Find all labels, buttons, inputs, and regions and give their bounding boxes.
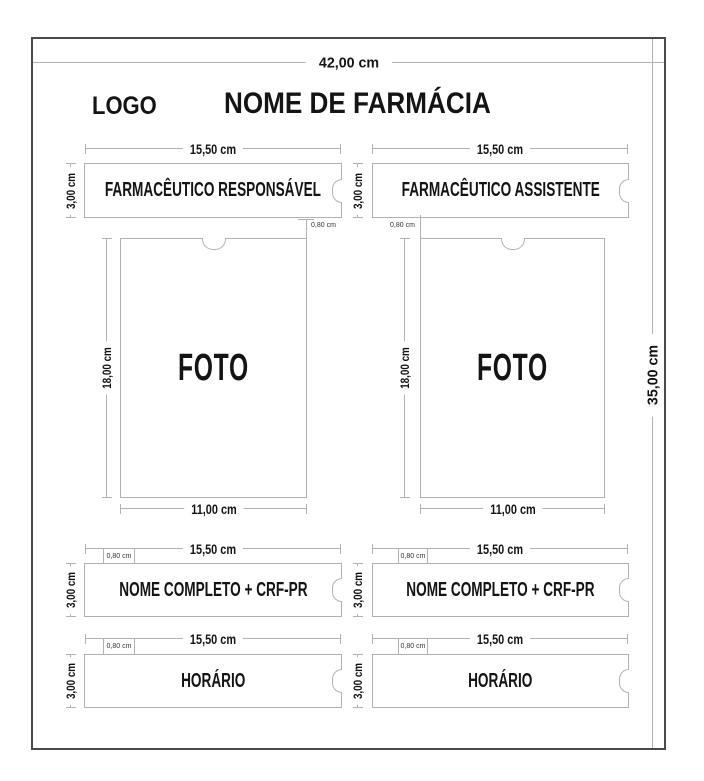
slot-width-label: 15,50 cm — [470, 631, 530, 647]
card-notch — [332, 578, 342, 602]
card-notch — [619, 578, 629, 602]
schedule-label: HORÁRIO — [468, 669, 533, 692]
photo-width-label: 11,00 cm — [483, 501, 543, 517]
name-slot-height-dimension-right — [351, 563, 365, 617]
thumb-notch — [501, 238, 525, 250]
schedule-slot-notch-depth-cell-right: 0,80 cm — [398, 639, 428, 654]
schedule-slot-right — [372, 654, 629, 708]
total-height-dimension — [644, 39, 662, 748]
card-notch — [619, 669, 629, 693]
total-width-dimension — [33, 54, 664, 72]
card-notch — [619, 179, 629, 203]
slot-width-label: 15,50 cm — [183, 541, 243, 557]
name-crf-slot-left — [84, 563, 342, 617]
photo-width-dimension-right — [420, 501, 605, 517]
slot-height-label: 3,00 cm — [64, 167, 78, 215]
schedule-slot-notch-depth-cell-left: 0,80 cm — [103, 639, 135, 654]
photo-width-label: 11,00 cm — [184, 501, 244, 517]
notch-extension-line — [306, 219, 307, 238]
notch-depth-label: 0,80 cm — [311, 222, 336, 229]
photo-height-label: 18,00 cm — [100, 341, 114, 394]
role-slot-height-dimension-left — [64, 163, 78, 218]
photo-width-dimension-left — [120, 501, 307, 517]
name-crf-slot-right — [372, 563, 629, 617]
assistant-pharmacist-slot — [372, 163, 629, 218]
slot-width-label: 15,50 cm — [183, 631, 243, 647]
card-notch — [332, 669, 342, 693]
photo-label: FOTO — [477, 346, 548, 389]
name-crf-label: NOME COMPLETO + CRF-PR — [406, 578, 595, 601]
photo-slot-right — [420, 238, 605, 498]
slot-height-label: 3,00 cm — [64, 657, 78, 705]
notch-depth-label: 0,80 cm — [390, 222, 415, 229]
photo-height-label: 18,00 cm — [398, 341, 412, 394]
card-notch — [332, 179, 342, 203]
total-height-label: 35,00 cm — [645, 333, 662, 416]
role-slot-height-dimension-right — [351, 163, 365, 218]
slot-height-label: 3,00 cm — [351, 657, 365, 705]
slot-height-label: 3,00 cm — [64, 566, 78, 614]
schedule-label: HORÁRIO — [180, 669, 246, 692]
role-slot-width-dimension-right — [372, 141, 628, 157]
name-slot-height-dimension-left — [64, 563, 78, 617]
schedule-slot-height-dimension-left — [64, 654, 78, 708]
responsible-pharmacist-label: FARMACÊUTICO RESPONSÁVEL — [104, 179, 322, 201]
name-slot-notch-depth-cell-left: 0,80 cm — [103, 549, 135, 563]
photo-slot-left — [120, 238, 307, 498]
slot-height-label: 3,00 cm — [351, 167, 365, 215]
responsible-pharmacist-slot — [84, 163, 342, 218]
logo-placeholder-title: LOGO — [92, 92, 157, 120]
notch-tick — [298, 219, 314, 220]
photo-height-dimension-left — [100, 238, 114, 498]
thumb-notch — [202, 238, 226, 250]
slot-width-label: 15,50 cm — [470, 541, 530, 557]
name-slot-notch-depth-cell-right: 0,80 cm — [398, 549, 428, 563]
slot-width-label: 15,50 cm — [470, 141, 530, 157]
schedule-slot-height-dimension-right — [351, 654, 365, 708]
photo-label: FOTO — [178, 346, 249, 389]
notch-extension-line — [420, 215, 421, 239]
slot-width-label: 15,50 cm — [183, 141, 243, 157]
photo-height-dimension-right — [398, 238, 412, 498]
name-crf-label: NOME COMPLETO + CRF-PR — [118, 578, 308, 601]
pharmacy-name-title: NOME DE FARMÁCIA — [224, 87, 491, 120]
role-slot-width-dimension-left — [85, 141, 341, 157]
schedule-slot-left — [84, 654, 342, 708]
slot-height-label: 3,00 cm — [351, 566, 365, 614]
assistant-pharmacist-label: FARMACÊUTICO ASSISTENTE — [401, 179, 600, 201]
total-width-label: 42,00 cm — [305, 55, 392, 72]
